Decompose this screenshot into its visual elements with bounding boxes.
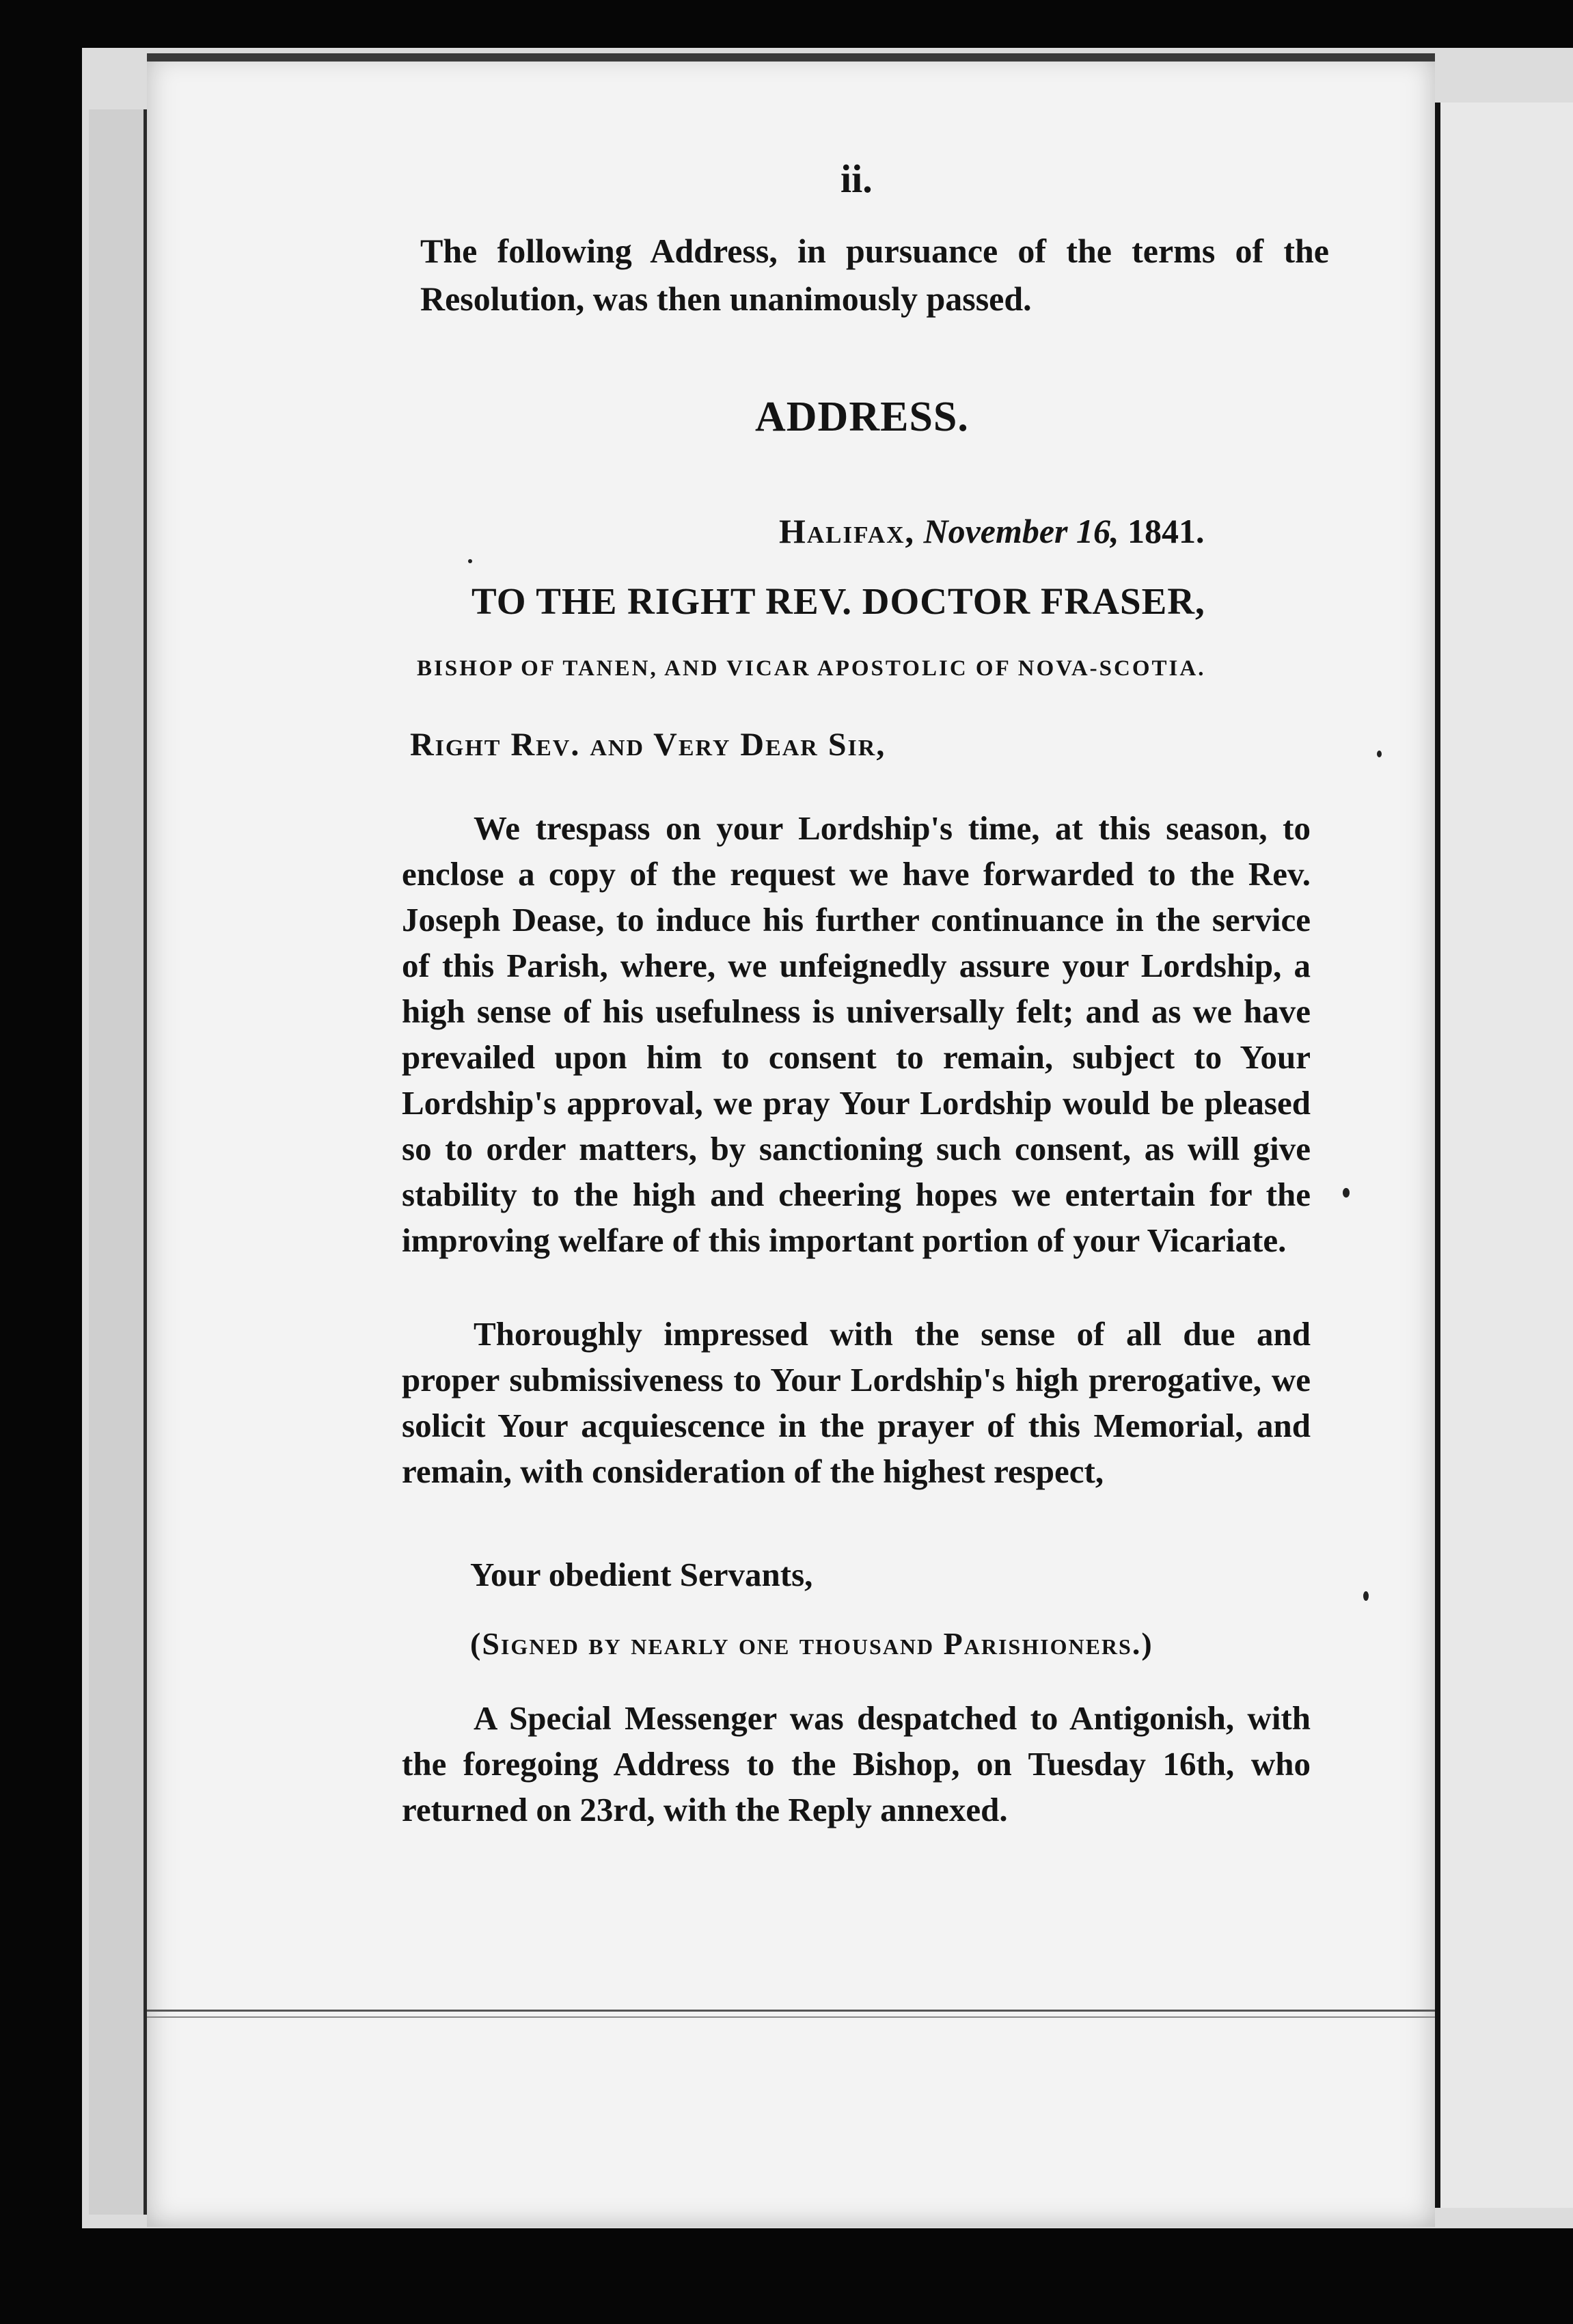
dateline-place: Halifax, [779,512,915,550]
scan-speck [1343,1188,1350,1198]
intro-text: The following Address, in pursuance of the terms of the Resolution, was then unanimously passed. [420,232,1329,318]
page-folio: ii. [840,157,873,201]
body-paragraph: We trespass on your Lordship's time, at this season, to enclose a copy of the request we have forwarded to the Rev. Joseph Dease, to induce his further continuance in the service of this Parish, where, we unfeignedly assure your Lordship, a high sense of his usefulness is universally felt; and as we have prevailed upon him to consent to remain, subject to Your Lordship's approval, we pray Your Lordship would be pleased so to order matters, by sanctioning such consent, as will give stability to the high and cheering hopes we entertain for the improving welfare of this important portion of your Vicariate. [402,809,1311,1259]
addressee: TO THE RIGHT REV. DOCTOR FRASER, [471,580,1205,622]
dateline [779,511,1205,551]
fold-line [147,2016,1435,2018]
address-heading: ADDRESS. [755,394,969,440]
fold-line [147,2010,1435,2012]
signature-line: (Signed by nearly one thousand Parishioners.) [470,1626,1153,1661]
dateline-date: November 16, [923,512,1119,550]
facing-page-edge [1435,103,1573,2208]
scan-speck [468,559,472,563]
scan-speck [1377,751,1382,757]
dateline-year: 1841. [1127,512,1205,550]
salutation: Right Rev. and Very Dear Sir, [410,727,886,763]
addressee-title: BISHOP OF TANEN, AND VICAR APOSTOLIC OF NOVA-SCOTIA. [417,656,1206,681]
final-paragraph: A Special Messenger was despatched to Antigonish, with the foregoing Address to the Bishop, on Tuesday 16th, who returned on 23rd, with the Reply annexed. [402,1699,1311,1828]
page-top-edge [147,53,1435,62]
body-paragraph: Thoroughly impressed with the sense of all due and proper submissiveness to Your Lordship's high prerogative, we solicit Your acquiescence in the prayer of this Memorial, and remain, with consideration of the highest respect, [402,1315,1311,1490]
closing: Your obedient Servants, [470,1556,813,1593]
previous-page-edge [89,109,148,2215]
scan-speck [1363,1591,1369,1601]
